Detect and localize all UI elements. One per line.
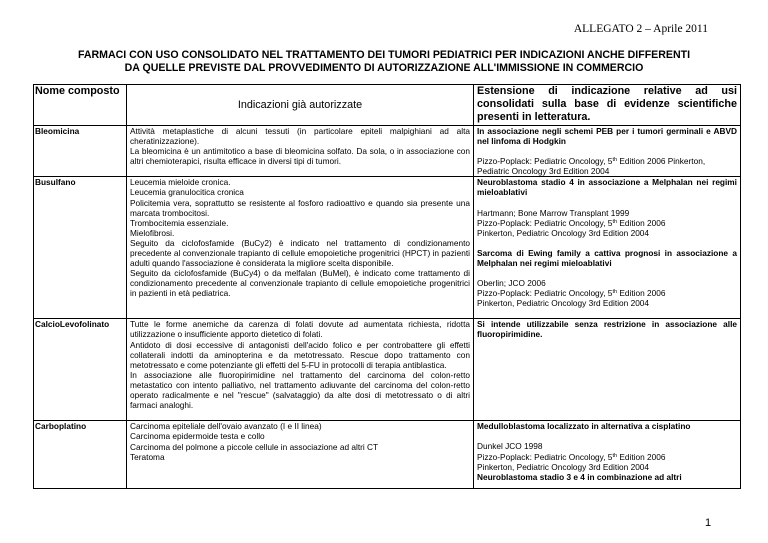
header-indications: Indicazioni già autorizzate xyxy=(127,85,474,126)
table-row xyxy=(34,177,741,319)
extended-indications xyxy=(474,319,741,421)
reference-text: Hartmann; Bone Marrow Transplant 1999 xyxy=(477,207,630,218)
indication-text: Tutte le forme anemiche da carenza di folati dovute ad aumentata richiesta, ridotta utilizzazione o insufficiente apporto dietetico di folati. xyxy=(130,319,470,340)
drug-name: Busulfano xyxy=(34,177,127,319)
page-number: 1 xyxy=(705,517,712,529)
indication-text: Carcinoma epiteliale dell'ovaio avanzato (I e II linea) xyxy=(130,421,322,432)
extended-indications xyxy=(474,126,741,177)
indication-text: La bleomicina è un antimitotico a base di bleomicina solfato. Da sola, o in associazione con altri chemioterapici, risulta efficace in diversi tipi di tumori. xyxy=(130,146,470,167)
reference-text: Pinkerton, Pediatric Oncology 3rd Edition 2004 xyxy=(477,461,650,472)
header-extension: Estensione di indicazione relative ad usi consolidati sulla base di evidenze scientifiche presenti in letteratura. xyxy=(474,85,741,126)
reference-text: Pinkerton, Pediatric Oncology 3rd Edition 2004 xyxy=(477,227,650,238)
drugs-table xyxy=(33,84,741,489)
reference-text: Pizzo-Poplack: Pediatric Oncology, 5th Edition 2006 xyxy=(477,451,666,462)
indication-text: Carcinoma epidermoide testa e collo xyxy=(130,431,265,442)
authorized-indications xyxy=(127,126,474,177)
drug-name: CalcioLevofolinato xyxy=(34,319,127,421)
document-title xyxy=(20,49,748,75)
extension-text: Si intende utilizzabile senza restrizione in associazione alle fluoropirimidine. xyxy=(477,319,737,340)
authorized-indications xyxy=(127,421,474,489)
extended-indications xyxy=(474,421,741,489)
indication-text: Seguito da ciclofosfamide (BuCy2) è indicato nel trattamento di condizionamento precedente al convenzionale trapianto di cellule emopoietiche progenitrici (HPCT) in pazienti adulti quando l'associazione è considerata la migliore scelta disponibile. xyxy=(130,237,470,269)
indication-text: Carcinoma del polmone a piccole cellule in associazione ad altri CT xyxy=(130,441,379,452)
indication-text: Leucemia granulocitica cronica xyxy=(130,187,244,198)
extension-text: Neuroblastoma stadio 3 e 4 in combinazione ad altri xyxy=(477,471,682,482)
indication-text: Policitemia vera, soprattutto se resistente al fosforo radioattivo e quando sia presente una marcata trombocitosi. xyxy=(130,197,470,218)
extension-text: Neuroblastoma stadio 4 in associazione a Melphalan nei regimi mieloablativi xyxy=(477,177,737,198)
authorized-indications xyxy=(127,177,474,319)
indication-text: Antidoto di dosi eccessive di antagonisti dell'acido folico e per controbattere gli effetti collaterali indotti da aminopterina e da metotressato. Rescue dopo trattamento con metotressato e come potenziante gli effetti del 5-FU in protocolli di terapia antiblastica. xyxy=(130,339,470,370)
extension-text: Medulloblastoma localizzato in alternativa a cisplatino xyxy=(477,421,691,432)
reference-text: Dunkel JCO 1998 xyxy=(477,441,543,452)
indication-text: In associazione alle fluoropirimidine nel trattamento del carcinoma del colon-retto metastatico con intento palliativo, nel trattamento adiuvante del carcinoma del colon-retto operato radicalmente e nel "rescue" (salvataggio) da alte dosi di metotressato o di altri farmaci analoghi. xyxy=(130,369,470,411)
reference-text: Pinkerton, Pediatric Oncology 3rd Edition 2004 xyxy=(477,298,650,309)
title-line-2: DA QUELLE PREVISTE DAL PROVVEDIMENTO DI AUTORIZZAZIONE ALL'IMMISSIONE IN COMMERCIO xyxy=(124,62,644,74)
drug-name: Carboplatino xyxy=(34,421,127,489)
table-row xyxy=(34,126,741,177)
title-line-1: FARMACI CON USO CONSOLIDATO NEL TRATTAMENTO DEI TUMORI PEDIATRICI PER INDICAZIONI ANCHE DIFFERENTI xyxy=(77,49,691,61)
table-header-row xyxy=(34,85,741,126)
indication-text: Mielofibrosi. xyxy=(130,227,175,238)
indication-text: Seguito da ciclofosfamide (BuCy4) o da melfalan (BuMel), è indicato come trattamento di condizionamento precedente al convenzionale trapianto di cellule emopoietiche progenitrici in pazienti in età pediatrica. xyxy=(130,268,470,299)
reference-text: Pizzo-Poplack: Pediatric Oncology, 5th Edition 2006 xyxy=(477,288,666,299)
reference-text: Pizzo-Poplack: Pediatric Oncology, 5th Edition 2006 Pinkerton, Pediatric Oncology 3rd Edition 2004 xyxy=(477,156,706,177)
extension-text: Sarcoma di Ewing family a cattiva prognosi in associazione a Melphalan nei regimi mieloablativi xyxy=(477,247,737,268)
reference-text: Oberlin; JCO 2006 xyxy=(477,278,546,289)
extended-indications xyxy=(474,177,741,319)
table-row xyxy=(34,319,741,421)
extension-text: In associazione negli schemi PEB per i tumori germinali e ABVD nel linfoma di Hodgkin xyxy=(477,126,737,147)
drug-name: Bleomicina xyxy=(34,126,127,177)
authorized-indications xyxy=(127,319,474,421)
indication-text: Teratoma xyxy=(130,451,165,462)
annex-label: ALLEGATO 2 – Aprile 2011 xyxy=(573,23,708,35)
table-row xyxy=(34,421,741,489)
header-name: Nome composto xyxy=(34,85,127,126)
indication-text: Trombocitemia essenziale. xyxy=(130,217,229,228)
reference-text: Pizzo-Poplack: Pediatric Oncology, 5th Edition 2006 xyxy=(477,217,666,228)
indication-text: Leucemia mieloide cronica. xyxy=(130,177,231,188)
indication-text: Attività metaplastiche di alcuni tessuti (in particolare epiteli malpighiani ad alta cheratinizzazione). xyxy=(130,126,470,147)
